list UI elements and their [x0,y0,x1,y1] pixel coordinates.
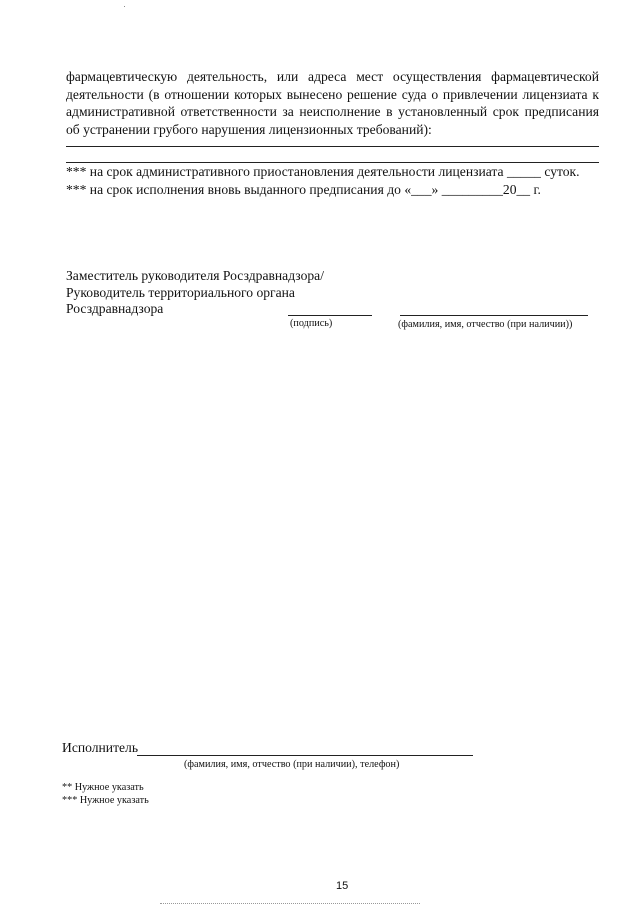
executor-caption: (фамилия, имя, отчество (при наличии), телефон) [184,759,400,770]
signature-caption: (подпись) [290,318,333,329]
executor-label: Исполнитель [62,740,139,755]
signatory-name-caption: (фамилия, имя, отчество (при наличии)) [398,319,573,330]
intro-paragraph: фармацевтическую деятельность, или адреса мест осуществления фармацевтической деятельности (в отношении которых вынесено решение суда о привлечении лицензиата к административной ответственности за неисполнение в установленный срок предписания об устранении грубого нарушения лицензионных требований): [66,69,599,137]
fill-in-line-2 [66,162,599,163]
signatory-name-line [400,315,588,316]
option-suspension-term: *** на срок административного приостановления деятельности лицензиата _____ суток. [66,164,580,179]
footnote-triple-asterisk: *** Нужное указать [62,795,149,806]
signatory-title-line-3: Росздравнадзора [66,301,164,316]
signatory-title-line-1: Заместитель руководителя Росздравнадзора/ [66,268,324,283]
signatory-title-line-2: Руководитель территориального органа [66,285,295,300]
option-new-order-deadline: *** на срок исполнения вновь выданного предписания до «___» _________20__ г. [66,182,541,197]
page-number: 15 [336,880,349,892]
scan-speck [124,6,125,7]
scan-edge-mark [160,903,420,904]
fill-in-line-1 [66,146,599,147]
executor-line [137,755,473,756]
signature-line [288,315,372,316]
footnote-double-asterisk: ** Нужное указать [62,782,144,793]
